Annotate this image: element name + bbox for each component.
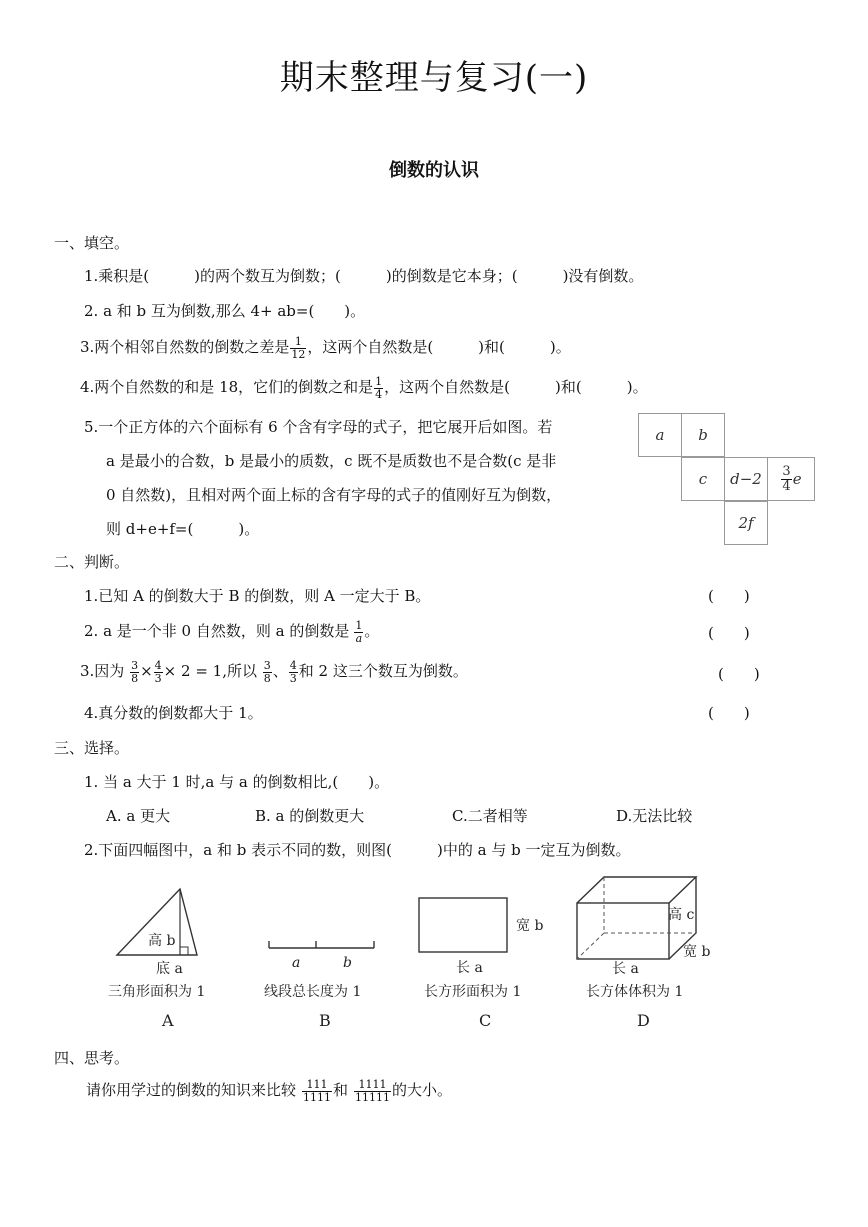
choice-option-a[interactable]: A. a 更大 [106, 807, 171, 825]
judge-answer-blank-1[interactable]: ( ) [708, 587, 750, 605]
fraction-numerator: 4 [154, 659, 162, 672]
judge-q2-text-pre: 2. a 是一个非 0 自然数，则 a 的倒数是 [84, 622, 350, 641]
fraction-numerator: 1 [355, 619, 363, 632]
judge-answer-blank-3[interactable]: ( ) [718, 665, 760, 683]
net-face-c: c [681, 457, 725, 501]
figure-b-letter: B [319, 1011, 331, 1030]
fraction-3-8 [263, 660, 272, 684]
choice-option-b[interactable]: B. a 的倒数更大 [255, 807, 365, 825]
fill-question-4 [80, 376, 648, 400]
section-heading-fill: 一、填空。 [54, 234, 130, 252]
segment-a-label: a [292, 955, 301, 971]
fraction-numerator: 3 [263, 659, 271, 672]
choice-question-1: 1. 当 a 大于 1 时,a 与 a 的倒数相比,( )。 [84, 773, 390, 791]
think-text-post: 的大小。 [392, 1081, 453, 1100]
fill-question-2: 2. a 和 b 互为倒数,那么 4+ ab=( )。 [84, 302, 366, 320]
cube-net-diagram [638, 413, 818, 548]
fill-question-3 [80, 336, 571, 360]
section-subtitle: 倒数的认识 [389, 160, 479, 181]
triangle-height-label: 高 b [148, 933, 176, 949]
judge-answer-blank-4[interactable]: ( ) [708, 704, 750, 722]
fraction-4-3 [289, 660, 298, 684]
triangle-figure [112, 885, 222, 965]
fill-q3-text-pre: 3.两个相邻自然数的倒数之差是 [80, 338, 290, 357]
judge-answer-blank-2[interactable]: ( ) [708, 624, 750, 642]
fraction-numerator: 1 [290, 336, 306, 349]
judge-question-2 [84, 620, 379, 644]
fill-question-5-line-3: 0 自然数)，且相对两个面上标的含有字母的式子的值刚好互为倒数， [106, 486, 562, 504]
think-question [86, 1079, 452, 1103]
think-text-pre: 请你用学过的倒数的知识来比较 [86, 1081, 297, 1100]
net-face-e [767, 457, 815, 501]
section-heading-choice: 三、选择。 [54, 739, 130, 757]
choice-option-d[interactable]: D.无法比较 [616, 807, 693, 825]
judge-q3-text-post: 和 2 这三个数互为倒数。 [298, 662, 468, 681]
figure-c-caption: 长方形面积为 1 [424, 984, 522, 1000]
figure-d-letter: D [637, 1011, 650, 1030]
figure-c-letter: C [479, 1011, 492, 1030]
cuboid-width-label: 宽 b [683, 944, 711, 960]
fraction-1-12 [290, 336, 306, 360]
cuboid-height-label: 高 c [668, 907, 695, 923]
triangle-base-label: 底 a [156, 961, 183, 977]
fraction-denominator: 12 [291, 347, 306, 361]
cuboid-top-face [577, 877, 696, 903]
fill-q3-text-post: ，这两个自然数是( )和( )。 [307, 338, 571, 357]
fraction-denominator: 3 [289, 671, 297, 685]
judge-question-1: 1.已知 A 的倒数大于 B 的倒数，则 A 一定大于 B。 [84, 587, 431, 605]
net-e-fraction [781, 465, 791, 493]
fraction-numerator: 1111 [354, 1079, 391, 1092]
choice-question-2: 2.下面四幅图中，a 和 b 表示不同的数，则图( )中的 a 与 b 一定互为倒数。 [84, 841, 631, 859]
segment-figure [266, 938, 378, 954]
fraction-numerator: 4 [289, 659, 297, 672]
fraction-denominator: 11111 [355, 1090, 391, 1104]
fill-question-1: 1.乘积是( )的两个数互为倒数；( )的倒数是它本身；( )没有倒数。 [84, 267, 644, 285]
fraction-denominator: 4 [782, 478, 791, 494]
fraction-denominator: 8 [263, 671, 271, 685]
judge-q2-text-post: 。 [364, 622, 380, 641]
fill-question-5-line-1: 5.一个正方体的六个面标有 6 个含有字母的式子，把它展开后如图。若 [84, 418, 553, 436]
judge-q3-text-pre: 3.因为 [80, 662, 125, 681]
choice-option-c[interactable]: C.二者相等 [452, 807, 528, 825]
section-heading-judge: 二、判断。 [54, 553, 130, 571]
cuboid-hidden-edge-depth [577, 933, 604, 959]
cuboid-front-face [577, 903, 669, 959]
enumeration-comma: 、 [272, 662, 288, 681]
fraction-4-3 [154, 660, 163, 684]
rectangle-figure [416, 895, 512, 957]
fraction-numerator: 3 [782, 463, 791, 479]
fraction-numerator: 3 [131, 659, 139, 672]
segment-b-label: b [343, 955, 352, 971]
fill-question-5-line-4: 则 d+e+f=( )。 [106, 520, 260, 538]
fraction-numerator: 1 [375, 375, 383, 388]
judge-q3-text-mid: × 2 = 1,所以 [163, 662, 257, 681]
fraction-1111-11111 [354, 1079, 391, 1103]
rectangle-length-label: 长 a [456, 960, 483, 976]
net-face-f: 2f [724, 501, 768, 545]
fill-q4-text-pre: 4.两个自然数的和是 18，它们的倒数之和是 [80, 378, 374, 397]
net-face-a: a [638, 413, 682, 457]
fill-question-5-line-2: a 是最小的合数，b 是最小的质数，c 既不是质数也不是合数(c 是非 [106, 452, 557, 470]
net-e-variable: e [792, 470, 802, 488]
cuboid-length-label: 长 a [612, 961, 639, 977]
fraction-denominator: 8 [131, 671, 139, 685]
section-heading-think: 四、思考。 [54, 1049, 130, 1067]
fraction-denominator: 4 [375, 387, 383, 401]
rectangle-width-label: 宽 b [516, 918, 544, 934]
fraction-denominator: 3 [154, 671, 162, 685]
right-angle-mark [180, 947, 188, 955]
fraction-1-a [354, 620, 363, 644]
net-face-d: d−2 [724, 457, 768, 501]
fraction-numerator: 111 [302, 1079, 332, 1092]
fill-q4-text-post: ，这两个自然数是( )和( )。 [384, 378, 648, 397]
fraction-1-4 [374, 376, 383, 400]
figure-a-letter: A [162, 1011, 174, 1030]
times-sign: × [140, 662, 153, 681]
fraction-111-1111 [302, 1079, 332, 1103]
rectangle-shape [419, 898, 507, 952]
net-face-b: b [681, 413, 725, 457]
figure-d-caption: 长方体体积为 1 [586, 984, 684, 1000]
fraction-denominator: a [355, 631, 363, 645]
figure-a-caption: 三角形面积为 1 [108, 984, 206, 1000]
page-title: 期末整理与复习(一) [279, 58, 589, 98]
fraction-3-8 [130, 660, 139, 684]
judge-question-3 [80, 660, 468, 684]
fraction-denominator: 1111 [303, 1090, 332, 1104]
think-text-mid: 和 [333, 1081, 349, 1100]
figure-b-caption: 线段总长度为 1 [264, 984, 362, 1000]
judge-question-4: 4.真分数的倒数都大于 1。 [84, 704, 263, 722]
